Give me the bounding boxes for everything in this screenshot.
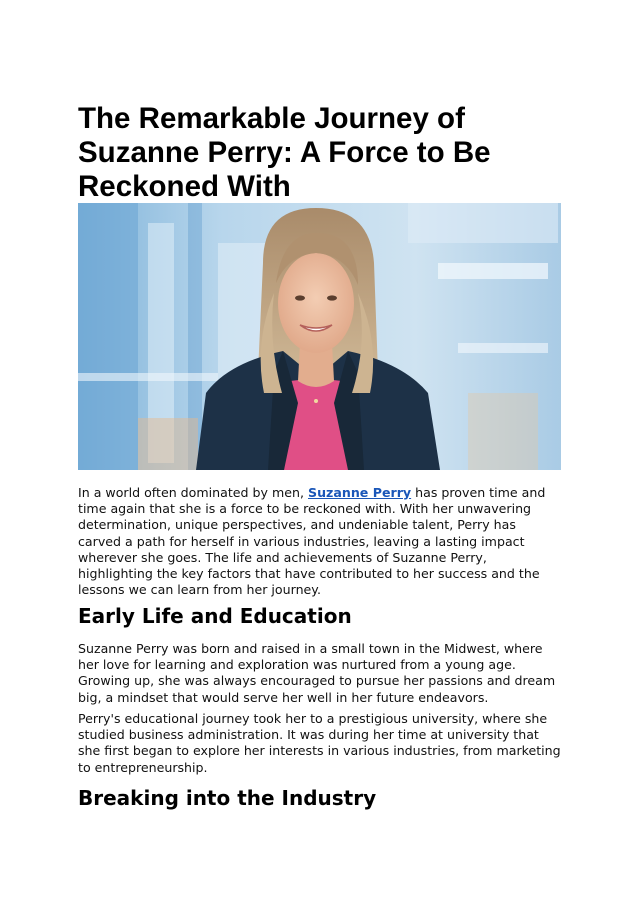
- article-title: The Remarkable Journey of Suzanne Perry: A Force to Be Reckoned With: [78, 102, 491, 203]
- section-heading-breaking-in: Breaking into the Industry: [78, 786, 377, 810]
- intro-paragraph: [78, 485, 562, 598]
- suzanne-perry-link[interactable]: Suzanne Perry: [308, 485, 412, 500]
- section-heading-early-life: Early Life and Education: [78, 604, 352, 628]
- intro-text-start: In a world often dominated by men,: [78, 485, 308, 500]
- early-life-paragraph-1: Suzanne Perry was born and raised in a small town in the Midwest, where her love for learning and exploration was nurtured from a young age. Growing up, she was always encouraged to pursue her passions and dream big, a mindset that would serve her well in her future endeavors.: [78, 641, 556, 705]
- early-life-paragraph-2: Perry's educational journey took her to a prestigious university, where she studied business administration. It was during her time at university that she first began to explore her interests in various industries, from marketing to entrepreneurship.: [78, 711, 561, 775]
- portrait-photo: [78, 203, 561, 470]
- intro-text-rest: has proven time and time again that she is a force to be reckoned with. With her unwavering determination, unique perspectives, and undeniable talent, Perry has carved a path for herself in various industries, leaving a lasting impact wherever she goes. The life and achievements of Suzanne Perry, highlighting the key factors that have contributed to her success and the lessons we can learn from her journey.: [78, 485, 546, 598]
